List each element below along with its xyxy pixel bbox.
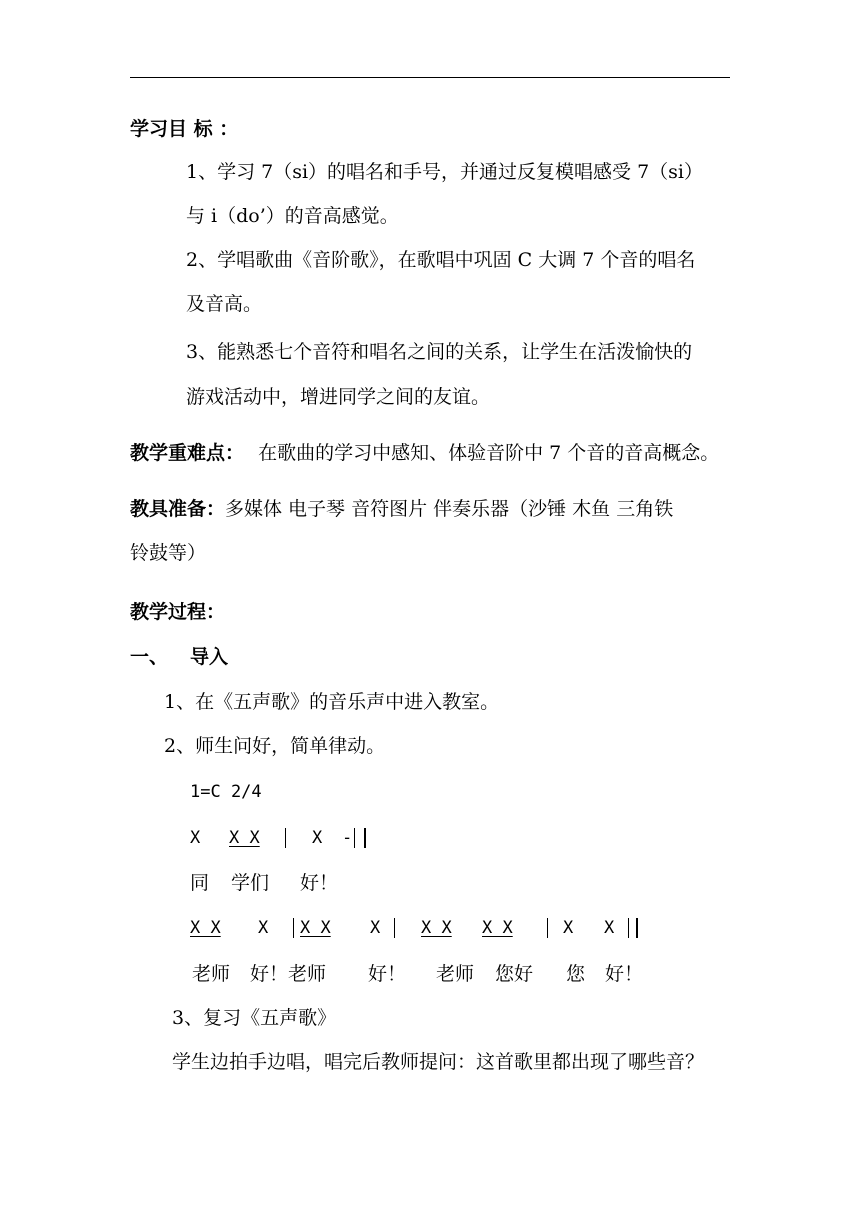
barline — [293, 918, 294, 938]
objective-3-line2: 游戏活动中，增进同学之间的友谊。 — [186, 386, 491, 408]
tools-label: 教具准备： — [130, 498, 226, 520]
key-points-text: 在歌曲的学习中感知、体验音阶中 7 个音的音高概念。 — [258, 442, 720, 464]
barline — [547, 918, 548, 938]
tools-text: 多媒体 电子琴 音符图片 伴奏乐器（沙锤 木鱼 三角铁 — [225, 498, 674, 520]
step-2: 2、师生问好，简单律动。 — [164, 735, 386, 757]
lyric: 老师 — [436, 963, 475, 985]
key-points-label: 教学重难点： — [130, 442, 245, 464]
rhythm-rest: - — [342, 828, 353, 848]
tools — [130, 497, 673, 521]
section-1-number: 一、 — [130, 646, 169, 668]
rhythm-note: X — [604, 918, 615, 938]
objective-2-line2: 及音高。 — [186, 293, 263, 315]
barline — [285, 828, 286, 848]
final-barline — [636, 918, 638, 938]
objective-1-line2: 与 i（do’）的音高感觉。 — [186, 205, 399, 227]
rhythm-note: X — [370, 918, 381, 938]
objective-1-line1: 1、学习 7（si）的唱名和手号，并通过反复模唱感受 7（si） — [186, 161, 703, 183]
lyric: 您 — [566, 963, 586, 985]
section-1-title: 导入 — [190, 646, 229, 668]
lyric: 您好 — [495, 963, 534, 985]
rhythm-note: X X — [190, 918, 221, 938]
lyric: 老师 — [192, 963, 231, 985]
objective-2-line1: 2、学唱歌曲《音阶歌》，在歌唱中巩固 C 大调 7 个音的唱名 — [186, 249, 696, 271]
tools-text-line2: 铃鼓等） — [130, 542, 207, 564]
objective-3-line1: 3、能熟悉七个音符和唱名之间的关系，让学生在活泼愉快的 — [186, 341, 693, 363]
rhythm-note: X X — [482, 918, 513, 938]
key-points — [130, 441, 719, 465]
lyric: 同 — [190, 872, 210, 894]
rhythm-note: X X — [300, 918, 331, 938]
rhythm-note: X — [312, 828, 323, 848]
lyric: 学们 — [231, 872, 270, 894]
lyric: 好！ — [368, 963, 407, 985]
final-barline — [354, 828, 355, 848]
final-barline — [628, 918, 629, 938]
lyric: 好！ — [300, 872, 339, 894]
objectives-heading: 学习目 标 ： — [130, 118, 239, 140]
step-3: 3、复习《五声歌》 — [172, 1007, 337, 1029]
barline — [394, 918, 395, 938]
process-heading: 教学过程： — [130, 601, 226, 623]
rhythm-note: X — [563, 918, 574, 938]
rhythm-note: X X — [421, 918, 452, 938]
rhythm-note: X — [258, 918, 269, 938]
final-barline — [364, 828, 366, 848]
rhythm-note: X X — [229, 828, 260, 848]
lyric: 好！老师 — [250, 963, 327, 985]
key-signature: 1=C 2/4 — [190, 782, 262, 802]
lyric: 好！ — [605, 963, 644, 985]
step-3-text: 学生边拍手边唱，唱完后教师提问：这首歌里都出现了哪些音？ — [172, 1051, 705, 1073]
rhythm-note: X — [190, 828, 201, 848]
step-1: 1、在《五声歌》的音乐声中进入教室。 — [164, 691, 500, 713]
header-rule — [130, 77, 730, 78]
